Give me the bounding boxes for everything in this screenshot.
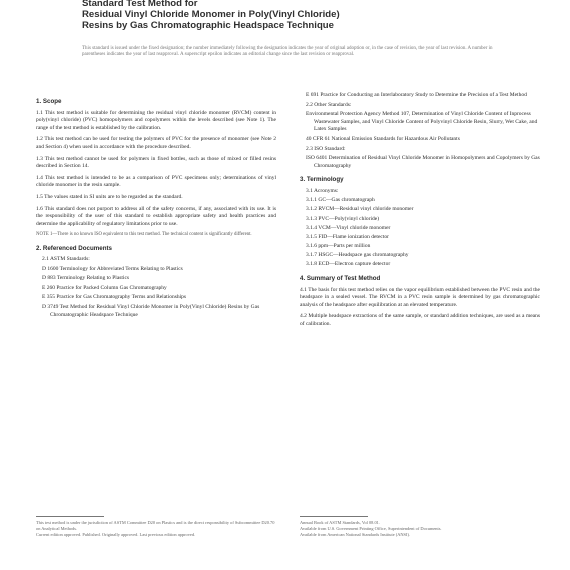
term-item: 3.1.1 GC—Gas chromatograph: [306, 197, 375, 204]
title-line-2: Residual Vinyl Chloride Monomer in Poly(Vinyl Chloride): [82, 9, 340, 20]
reference-item: E 355 Practice for Gas Chromatography Terms and Relationships: [42, 294, 187, 301]
section-heading-scope: 1. Scope: [36, 98, 62, 105]
footnote-text: This test method is under the jurisdiction of ASTM Committee D20 on Plastics and is the direct responsibility of Subcommittee D20.70 on Analytical Methods.: [36, 520, 275, 531]
paragraph-4-1: 4.1 The basis for this test method relies on the vapor equilibrium established between the PVC resin and the headspace in a sealed vessel. The RVCM in a PVC resin sample is determined by gas chromatographic analysis of the headspace after equilibration at an elevated temperature.: [300, 286, 540, 308]
reference-subhead-2-3: 2.3 ISO Standard:: [306, 145, 346, 152]
footnote-text: Available from U.S. Government Printing Office, Superintendent of Documents.: [300, 525, 442, 531]
footnotes-left: [36, 516, 276, 537]
reference-item: Environmental Protection Agency Method 107, Determination of Vinyl Chloride Content of Inprocess Wastewater Samples, and Vinyl Chloride Content of Polyvinyl Chloride Resin, Slurry, Wet Cake, and Latex Samples: [306, 111, 538, 133]
term-item: 3.1 Acronyms:: [306, 187, 339, 194]
paragraph-1-2: 1.2 This test method can be used for testing the polymers of PVC for the presence of monomer (see Note 2 and Section 4) when used in accordance with the procedure described.: [36, 136, 276, 150]
section-heading-summary: 4. Summary of Test Method: [300, 275, 381, 283]
footnotes-right: [300, 516, 540, 537]
paragraph-1-1: 1.1 This test method is suitable for determining the residual vinyl chloride monomer (RVCM) content in poly(vinyl chloride) (PVC) homopolymers and copolymers within the levels described (see Note 1). The range of the test method is established by the calibration.: [36, 109, 276, 131]
section-heading-terminology: 3. Terminology: [300, 176, 344, 184]
footnote-text: Available from American National Standards Institute (ANSI).: [300, 531, 411, 537]
title-line-1: Standard Test Method for: [82, 0, 198, 9]
reference-subhead-2-2: 2.2 Other Standards:: [306, 101, 352, 108]
reference-item: D 1600 Terminology for Abbreviated Terms Relating to Plastics: [42, 265, 183, 272]
term-item: 3.1.3 PVC—Poly(vinyl chloride): [306, 215, 380, 222]
reference-item: D 883 Terminology Relating to Plastics: [42, 275, 130, 282]
section-heading-referenced-documents: 2. Referenced Documents: [36, 244, 112, 252]
footnote-divider: [36, 516, 104, 517]
reference-item: 40 CFR 61 National Emission Standards for Hazardous Air Pollutants: [306, 135, 460, 142]
reference-item: E 260 Practice for Packed Column Gas Chromatography: [42, 284, 167, 291]
term-item: 3.1.8 ECD—Electron capture detector: [306, 261, 391, 268]
footnote-text: Annual Book of ASTM Standards, Vol 08.01.: [300, 520, 380, 525]
terminology-list: [300, 188, 540, 269]
paragraph-4-2: 4.2 Multiple headspace extractions of the same sample, or standard addition techniques, are used as a means of calibration.: [300, 313, 540, 327]
document-title: [82, 0, 492, 31]
paragraph-1-4: 1.4 This test method is intended to be as a comparison of PVC specimens only; determinations of vinyl chloride monomer in the resin sample.: [36, 174, 276, 189]
paragraph-1-3: 1.3 This test method cannot be used for polymers in fixed bottles, such as those of mixed or filled resins described in Section 14.: [36, 155, 276, 170]
reference-item: D 3749 Test Method for Residual Vinyl Chloride Monomer in Poly(Vinyl Chloride) Resins by Gas Chromatographic Headspace Technique: [42, 304, 260, 318]
footnote-divider: [300, 516, 368, 517]
term-item: 3.1.6 ppm—Parts per million: [306, 243, 371, 250]
abstract-text: This standard is issued under the fixed designation; the number immediately following the designation indicates the year of original adoption or, in the case of revision, the year of last revision. A number in parentheses indicates the year of last reapproval. A superscript epsilon indicates an editorial change since the last revision or reapproval.: [82, 46, 493, 58]
reference-subhead-2-1: 2.1 ASTM Standards:: [42, 256, 90, 263]
right-column: [300, 92, 540, 333]
left-column: [36, 92, 276, 321]
term-item: 3.1.7 HSGC—Headspace gas chromatography: [306, 252, 409, 259]
title-line-3: Resins by Gas Chromatographic Headspace Technique: [82, 20, 334, 31]
paragraph-1-6: 1.6 This standard does not purport to address all of the safety concerns, if any, associated with its use. It is the responsibility of the user of this standard to establish appropriate safety and health practices and determine the applicability of regulatory limitations prior to use.: [36, 205, 276, 227]
reference-item: ISO 6401 Determination of Residual Vinyl Chloride Monomer in Homopolymers and Copolymers by Gas Chromatography: [306, 155, 540, 169]
footnote-text: Current edition approved. Published. Originally approved. Last previous edition approved.: [36, 531, 196, 537]
term-item: 3.1.2 RVCM—Residual vinyl chloride monomer: [306, 206, 414, 213]
reference-item: E 691 Practice for Conducting an Interlaboratory Study to Determine the Precision of a Test Method: [306, 92, 527, 98]
paragraph-1-5: 1.5 The values stated in SI units are to be regarded as the standard.: [36, 193, 183, 200]
term-item: 3.1.5 FID—Flame ionization detector: [306, 233, 389, 240]
term-item: 3.1.4 VCM—Vinyl chloride monomer: [306, 224, 391, 231]
note-1: NOTE 1—There is no known ISO equivalent to this test method. The technical content is significantly different.: [36, 232, 252, 238]
